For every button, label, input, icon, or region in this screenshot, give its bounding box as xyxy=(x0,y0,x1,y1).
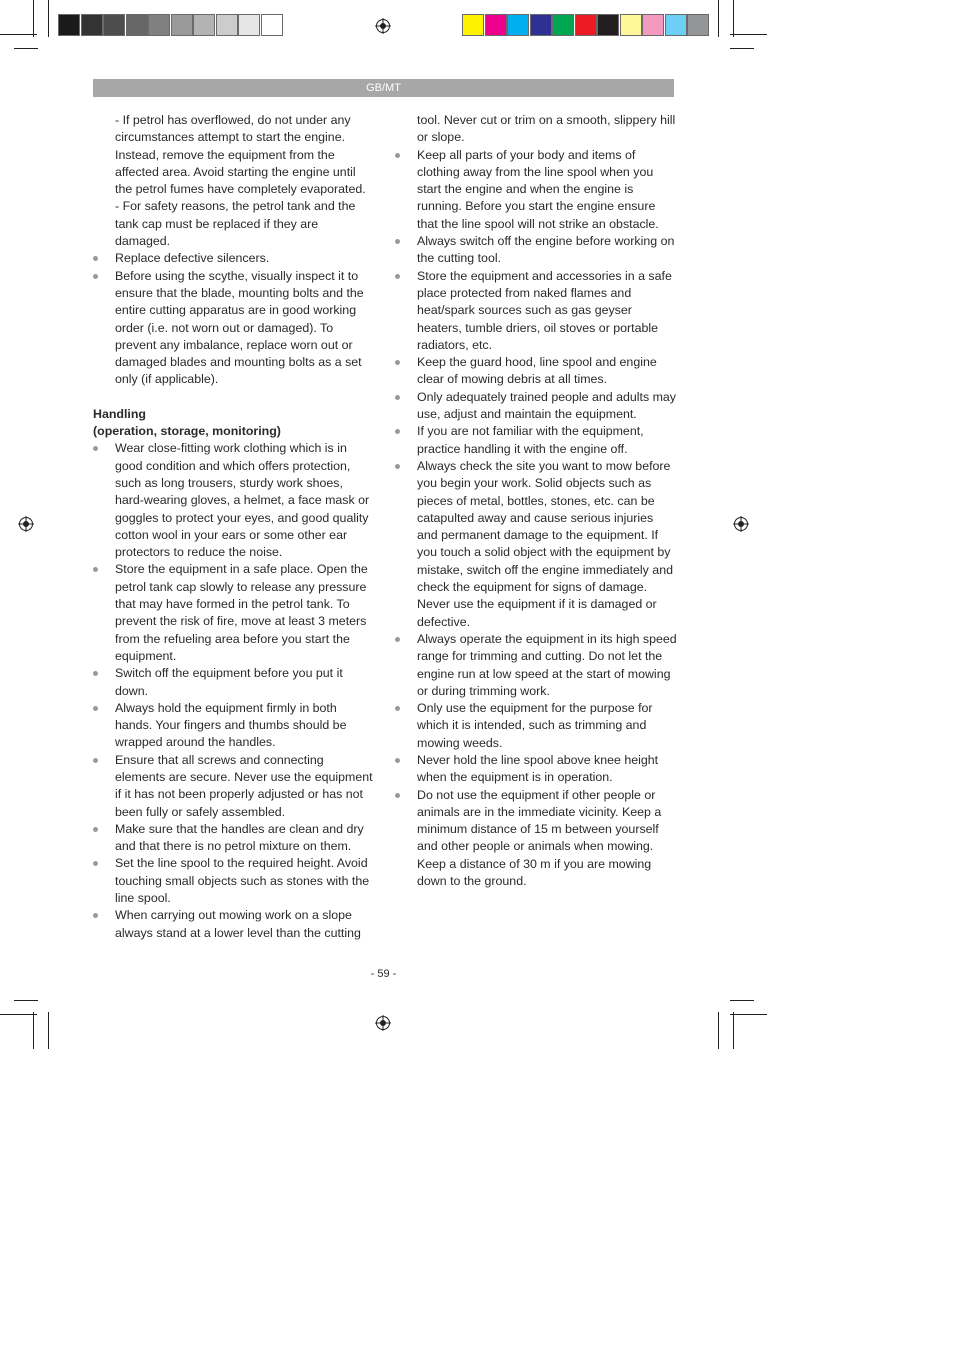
bullet-icon xyxy=(93,256,98,261)
color-swatch xyxy=(171,14,193,36)
color-swatch xyxy=(665,14,687,36)
bullet-icon xyxy=(93,827,98,832)
crop-mark xyxy=(730,1014,767,1015)
bullet-icon xyxy=(93,913,98,918)
color-swatch xyxy=(575,14,597,36)
bullet-icon xyxy=(395,706,400,711)
list-item: Always hold the equipment firmly in both hands. Your fingers and thumbs should be wrapped around the handles. xyxy=(93,700,375,752)
list-item: When carrying out mowing work on a slope always stand at a lower level than the cutting xyxy=(93,907,375,942)
color-swatch xyxy=(193,14,215,36)
crop-mark xyxy=(48,1012,49,1049)
bullet-icon xyxy=(395,239,400,244)
list-item: If you are not familiar with the equipment, practice handling it with the engine off. xyxy=(395,423,677,458)
list-item: Before using the scythe, visually inspect it to ensure that the blade, mounting bolts and the entire cutting apparatus are in good working order (i.e. not worn out or damaged). To prevent any imbalance, replace worn out or damaged blades and mounting bolts as a set only (if applicable). xyxy=(93,268,375,389)
color-swatch xyxy=(507,14,529,36)
crop-mark xyxy=(718,1012,719,1049)
crop-mark xyxy=(730,34,767,35)
list-item: Replace defective silencers. xyxy=(93,250,375,267)
color-swatch xyxy=(530,14,552,36)
bullet-icon xyxy=(93,758,98,763)
list-item: Always operate the equipment in its high speed range for trimming and cutting. Do not let the engine run at low speed at the start of mowing or during trimming work. xyxy=(395,631,677,700)
list-item: Switch off the equipment before you put it down. xyxy=(93,665,375,700)
right-column xyxy=(395,112,677,890)
color-swatch xyxy=(58,14,80,36)
color-swatch xyxy=(552,14,574,36)
handling-list xyxy=(93,440,375,942)
crop-mark xyxy=(14,1000,38,1001)
list-item: Set the line spool to the required height. Avoid touching small objects such as stones with the line spool. xyxy=(93,855,375,907)
list-item: Keep the guard hood, line spool and engine clear of mowing debris at all times. xyxy=(395,354,677,389)
color-swatch xyxy=(462,14,484,36)
bullet-icon xyxy=(395,153,400,158)
color-swatch xyxy=(148,14,170,36)
crop-mark xyxy=(48,0,49,37)
list-item: Ensure that all screws and connecting elements are secure. Never use the equipment if it has not been properly adjusted or has not been fully or safely assembled. xyxy=(93,752,375,821)
left-column xyxy=(93,112,375,942)
bullet-icon xyxy=(395,793,400,798)
page-number: - 59 - xyxy=(370,968,397,980)
crop-mark xyxy=(0,34,37,35)
bullet-icon xyxy=(395,274,400,279)
color-swatch xyxy=(642,14,664,36)
color-swatch xyxy=(238,14,260,36)
color-swatch xyxy=(620,14,642,36)
bullet-icon xyxy=(93,706,98,711)
registration-mark-icon xyxy=(375,18,391,34)
bullet-icon xyxy=(93,861,98,866)
crop-mark xyxy=(730,48,754,49)
list-item: Always switch off the engine before working on the cutting tool. xyxy=(395,233,677,268)
list-item: Only use the equipment for the purpose for which it is intended, such as trimming and mowing weeds. xyxy=(395,700,677,752)
list-item: Make sure that the handles are clean and dry and that there is no petrol mixture on them. xyxy=(93,821,375,856)
process-color-bar xyxy=(462,14,710,36)
crop-mark xyxy=(733,1012,734,1049)
bullet-icon xyxy=(93,274,98,279)
crop-mark xyxy=(14,48,38,49)
continuation-paragraph: tool. Never cut or trim on a smooth, slippery hill or slope. xyxy=(417,113,676,145)
list-item: Keep all parts of your body and items of clothing away from the line spool when you start the engine and when the engine is running. Before you start the engine ensure that the line spool will not strike an obstacle. xyxy=(395,147,677,233)
registration-mark-icon xyxy=(375,1015,391,1031)
color-swatch xyxy=(103,14,125,36)
bullet-icon xyxy=(93,567,98,572)
bullet-list xyxy=(93,250,375,388)
list-item: Only adequately trained people and adults may use, adjust and maintain the equipment. xyxy=(395,389,677,424)
list-item: Do not use the equipment if other people or animals are in the immediate vicinity. Keep a minimum distance of 15 m between yourself and other people or animals when mowing. Keep a distance of 30 m if you are mowing down to the ground. xyxy=(395,787,677,891)
crop-mark xyxy=(33,0,34,37)
color-swatch xyxy=(597,14,619,36)
bullet-icon xyxy=(395,758,400,763)
gray-color-bar xyxy=(58,14,283,36)
bullet-icon xyxy=(395,360,400,365)
intro-paragraph: - For safety reasons, the petrol tank and the tank cap must be replaced if they are damaged. xyxy=(115,199,356,249)
bullet-icon xyxy=(395,429,400,434)
list-item: Wear close-fitting work clothing which is in good condition and which offers protection, such as long trousers, sturdy work shoes, hard-wearing gloves, a helmet, a face mask or goggles to protect your eyes, and good quality cotton wool in your ears or some other ear protectors to reduce the noise. xyxy=(93,440,375,561)
color-swatch xyxy=(81,14,103,36)
language-header: GB/MT xyxy=(93,79,674,97)
color-swatch xyxy=(485,14,507,36)
list-item: Never hold the line spool above knee height when the equipment is in operation. xyxy=(395,752,677,787)
crop-mark xyxy=(730,1000,754,1001)
bullet-icon xyxy=(395,395,400,400)
bullet-list xyxy=(395,147,677,891)
crop-mark xyxy=(733,0,734,37)
bullet-icon xyxy=(395,637,400,642)
intro-paragraph: - If petrol has overflowed, do not under any circumstances attempt to start the engine. Instead, remove the equipment from the affected area. Avoid starting the engine until the petrol fumes have completely evaporated. xyxy=(115,113,366,197)
crop-mark xyxy=(718,0,719,37)
color-swatch xyxy=(261,14,283,36)
list-item: Store the equipment and accessories in a safe place protected from naked flames and heat/spark sources such as gas geyser heaters, tumble driers, oil stoves or portable radiators, etc. xyxy=(395,268,677,354)
registration-mark-icon xyxy=(733,516,749,532)
crop-mark xyxy=(33,1012,34,1049)
bullet-icon xyxy=(93,671,98,676)
bullet-icon xyxy=(93,446,98,451)
bullet-icon xyxy=(395,464,400,469)
list-item: Always check the site you want to mow before you begin your work. Solid objects such as pieces of metal, bottles, stones, etc. can be catapulted away and cause serious injuries and permanent damage to the equipment. If you touch a solid object with the equipment by mistake, switch off the engine immediately and check the equipment for signs of damage. Never use the equipment if it is damaged or defective. xyxy=(395,458,677,631)
color-swatch xyxy=(687,14,709,36)
color-swatch xyxy=(216,14,238,36)
list-item: Store the equipment in a safe place. Open the petrol tank cap slowly to release any pressure that may have formed in the petrol tank. To prevent the risk of fire, move at least 3 meters from the refueling area before you start the equipment. xyxy=(93,561,375,665)
registration-mark-icon xyxy=(18,516,34,532)
crop-mark xyxy=(0,1014,37,1015)
color-swatch xyxy=(126,14,148,36)
section-heading: Handling (operation, storage, monitoring) xyxy=(93,406,281,439)
